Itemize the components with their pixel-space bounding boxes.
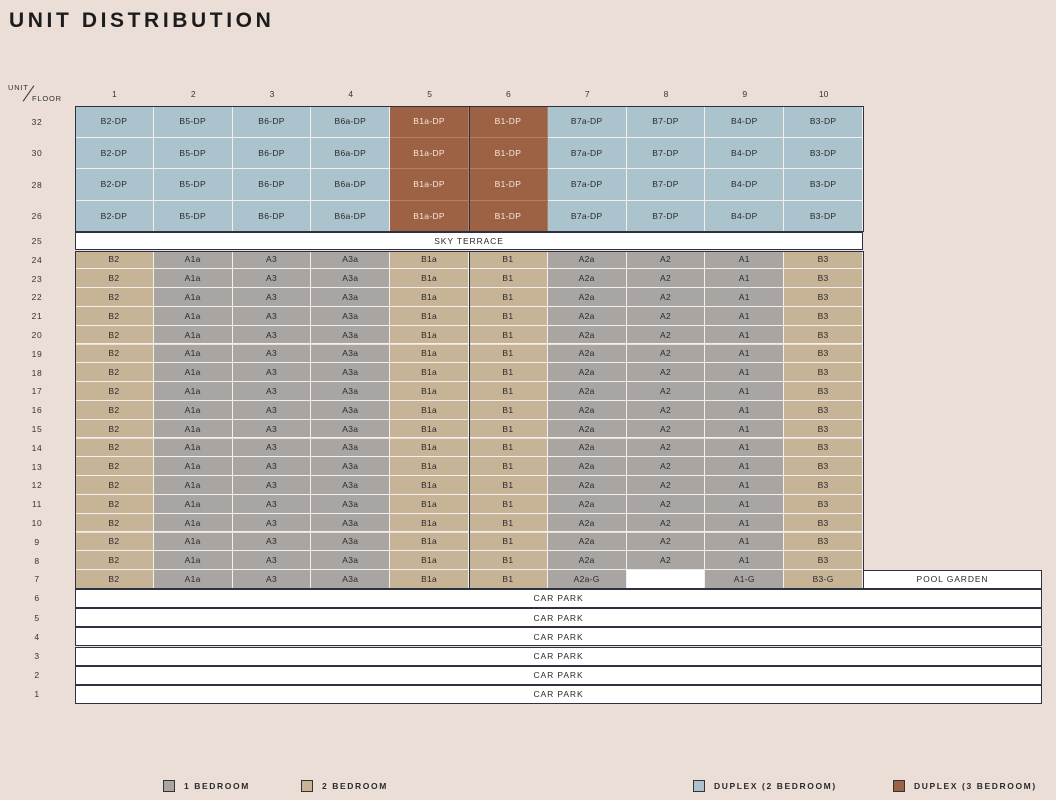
- unit-cell[interactable]: A1a: [154, 382, 233, 401]
- pool-garden-band: POOL GARDEN: [863, 570, 1042, 589]
- unit-cell[interactable]: B2: [75, 570, 154, 589]
- unit-cell[interactable]: A2a: [548, 551, 627, 570]
- unit-cell[interactable]: A2: [627, 439, 706, 458]
- legend-label: DUPLEX (2 BEDROOM): [714, 781, 837, 791]
- unit-cell[interactable]: B1a: [390, 307, 469, 326]
- floor-label: 18: [31, 367, 43, 378]
- unit-cell[interactable]: A3a: [311, 495, 390, 514]
- unit-cell[interactable]: B3: [784, 401, 863, 420]
- unit-cell[interactable]: B3: [784, 326, 863, 345]
- unit-cell[interactable]: A3a: [311, 251, 390, 270]
- unit-cell[interactable]: B1: [469, 382, 548, 401]
- unit-cell[interactable]: B3-DP: [784, 106, 863, 138]
- stack-divider: [469, 251, 471, 589]
- unit-cell[interactable]: A3a: [311, 288, 390, 307]
- unit-cell[interactable]: B7-DP: [627, 106, 706, 138]
- unit-cell[interactable]: A1: [705, 457, 784, 476]
- unit-cell[interactable]: [627, 570, 706, 589]
- unit-cell[interactable]: B2: [75, 551, 154, 570]
- floor-label: 24: [31, 254, 43, 265]
- unit-cell[interactable]: A2a: [548, 345, 627, 364]
- unit-cell[interactable]: A3: [233, 476, 312, 495]
- unit-cell[interactable]: A1: [705, 307, 784, 326]
- floor-label: 6: [34, 593, 40, 604]
- floor-label: 1: [34, 689, 40, 700]
- unit-cell[interactable]: B1: [469, 551, 548, 570]
- unit-cell[interactable]: B7-DP: [627, 169, 706, 201]
- unit-cell[interactable]: B1a: [390, 269, 469, 288]
- unit-cell[interactable]: B1a: [390, 551, 469, 570]
- unit-cell[interactable]: B3: [784, 363, 863, 382]
- unit-cell[interactable]: B1a: [390, 457, 469, 476]
- floor-label: 3: [34, 651, 40, 662]
- unit-cell[interactable]: A1: [705, 439, 784, 458]
- unit-cell[interactable]: A3: [233, 382, 312, 401]
- unit-cell[interactable]: A1a: [154, 326, 233, 345]
- unit-cell[interactable]: A1: [705, 514, 784, 533]
- unit-cell[interactable]: A2: [627, 401, 706, 420]
- unit-cell[interactable]: A3: [233, 420, 312, 439]
- unit-cell[interactable]: B5-DP: [154, 169, 233, 201]
- unit-cell[interactable]: A1a: [154, 570, 233, 589]
- unit-cell[interactable]: A3a: [311, 420, 390, 439]
- unit-cell[interactable]: A1: [705, 326, 784, 345]
- unit-floor-corner-label: [6, 80, 68, 106]
- unit-cell[interactable]: B1: [469, 514, 548, 533]
- unit-cell[interactable]: A3a: [311, 533, 390, 552]
- stack-divider: [469, 106, 471, 232]
- column-header: 6: [506, 89, 511, 99]
- unit-cell[interactable]: B3-G: [784, 570, 863, 589]
- unit-cell[interactable]: B6-DP: [233, 138, 312, 170]
- unit-cell[interactable]: B2: [75, 457, 154, 476]
- column-header: 7: [584, 89, 590, 99]
- legend-swatch: [301, 780, 313, 792]
- floor-label: 20: [31, 330, 43, 341]
- unit-cell[interactable]: A2a: [548, 326, 627, 345]
- car-park-band: CAR PARK: [75, 589, 1042, 608]
- unit-cell[interactable]: B2: [75, 476, 154, 495]
- unit-cell[interactable]: B4-DP: [705, 138, 784, 170]
- unit-cell[interactable]: A1a: [154, 551, 233, 570]
- column-header: 5: [427, 89, 432, 99]
- unit-cell[interactable]: A1a: [154, 307, 233, 326]
- unit-cell[interactable]: B3: [784, 288, 863, 307]
- unit-cell[interactable]: B1-DP: [469, 201, 548, 233]
- unit-cell[interactable]: B1a: [390, 382, 469, 401]
- unit-cell[interactable]: A2a: [548, 495, 627, 514]
- floor-label: 25: [31, 236, 43, 246]
- column-header: 2: [190, 89, 196, 99]
- unit-cell[interactable]: A1a: [154, 439, 233, 458]
- unit-cell[interactable]: B2-DP: [75, 201, 154, 233]
- unit-cell[interactable]: A3: [233, 363, 312, 382]
- unit-cell[interactable]: A1: [705, 420, 784, 439]
- floor-label: 22: [31, 292, 43, 303]
- unit-cell[interactable]: B2: [75, 345, 154, 364]
- unit-cell[interactable]: A3: [233, 457, 312, 476]
- unit-cell[interactable]: A3a: [311, 382, 390, 401]
- floor-label: 7: [34, 574, 40, 585]
- unit-cell[interactable]: A3a: [311, 307, 390, 326]
- unit-cell[interactable]: B1a: [390, 514, 469, 533]
- unit-cell[interactable]: B3: [784, 345, 863, 364]
- unit-cell[interactable]: B1a: [390, 476, 469, 495]
- unit-cell[interactable]: A3a: [311, 345, 390, 364]
- unit-cell[interactable]: A1a: [154, 269, 233, 288]
- unit-cell[interactable]: B1: [469, 363, 548, 382]
- unit-cell[interactable]: A2a: [548, 401, 627, 420]
- column-header: 8: [663, 89, 669, 99]
- unit-cell[interactable]: B3: [784, 495, 863, 514]
- unit-cell[interactable]: B1: [469, 495, 548, 514]
- unit-cell[interactable]: A2a: [548, 457, 627, 476]
- floor-label: 16: [31, 405, 43, 416]
- unit-cell[interactable]: B3-DP: [784, 169, 863, 201]
- unit-cell[interactable]: A3: [233, 307, 312, 326]
- unit-cell[interactable]: A3: [233, 288, 312, 307]
- floor-label: 10: [31, 518, 43, 529]
- legend-item: [301, 779, 388, 793]
- unit-axis-label: UNIT: [8, 83, 29, 92]
- unit-cell[interactable]: B6a-DP: [311, 106, 390, 138]
- unit-cell[interactable]: B3: [784, 420, 863, 439]
- unit-cell[interactable]: B2: [75, 495, 154, 514]
- unit-cell[interactable]: B6a-DP: [311, 169, 390, 201]
- unit-cell[interactable]: B3: [784, 307, 863, 326]
- unit-cell[interactable]: B1a: [390, 439, 469, 458]
- unit-cell[interactable]: A2: [627, 363, 706, 382]
- unit-cell[interactable]: B3: [784, 533, 863, 552]
- unit-cell[interactable]: B2: [75, 326, 154, 345]
- unit-cell[interactable]: B6-DP: [233, 106, 312, 138]
- unit-cell[interactable]: B3: [784, 551, 863, 570]
- unit-cell[interactable]: B5-DP: [154, 106, 233, 138]
- unit-cell[interactable]: A2: [627, 269, 706, 288]
- unit-cell[interactable]: B7a-DP: [548, 201, 627, 233]
- unit-cell[interactable]: B3: [784, 439, 863, 458]
- unit-cell[interactable]: B3: [784, 251, 863, 270]
- unit-cell[interactable]: B2: [75, 288, 154, 307]
- unit-cell[interactable]: A1a: [154, 476, 233, 495]
- unit-cell[interactable]: B1: [469, 439, 548, 458]
- unit-cell[interactable]: A1: [705, 476, 784, 495]
- unit-cell[interactable]: B2: [75, 251, 154, 270]
- unit-cell[interactable]: A2a-G: [548, 570, 627, 589]
- unit-cell[interactable]: B4-DP: [705, 169, 784, 201]
- unit-cell[interactable]: A2a: [548, 288, 627, 307]
- unit-cell[interactable]: B2: [75, 363, 154, 382]
- unit-cell[interactable]: B1a-DP: [390, 138, 469, 170]
- floor-axis-label: FLOOR: [32, 94, 62, 103]
- unit-cell[interactable]: A1a: [154, 514, 233, 533]
- unit-cell[interactable]: B1: [469, 288, 548, 307]
- unit-cell[interactable]: A3a: [311, 439, 390, 458]
- legend-label: DUPLEX (3 BEDROOM): [914, 781, 1037, 791]
- floor-label: 26: [31, 211, 43, 222]
- unit-cell[interactable]: B2: [75, 382, 154, 401]
- unit-cell[interactable]: B1a-DP: [390, 201, 469, 233]
- unit-cell[interactable]: B7a-DP: [548, 138, 627, 170]
- unit-cell[interactable]: A3a: [311, 269, 390, 288]
- unit-cell[interactable]: B1: [469, 269, 548, 288]
- unit-cell[interactable]: A1: [705, 401, 784, 420]
- unit-cell[interactable]: B2: [75, 420, 154, 439]
- unit-cell[interactable]: B7a-DP: [548, 106, 627, 138]
- unit-cell[interactable]: A2: [627, 457, 706, 476]
- column-header: 9: [742, 89, 748, 99]
- unit-cell[interactable]: B2: [75, 401, 154, 420]
- unit-cell[interactable]: A1a: [154, 457, 233, 476]
- car-park-band: CAR PARK: [75, 647, 1042, 666]
- unit-cell[interactable]: B7-DP: [627, 201, 706, 233]
- unit-cell[interactable]: B1: [469, 570, 548, 589]
- sky-terrace-band: SKY TERRACE: [75, 232, 863, 250]
- unit-cell[interactable]: B1: [469, 533, 548, 552]
- unit-cell[interactable]: B1a-DP: [390, 169, 469, 201]
- unit-cell[interactable]: A2: [627, 514, 706, 533]
- unit-cell[interactable]: A1a: [154, 495, 233, 514]
- unit-cell[interactable]: B1a: [390, 288, 469, 307]
- unit-cell[interactable]: A1a: [154, 363, 233, 382]
- unit-cell[interactable]: A1: [705, 551, 784, 570]
- unit-cell[interactable]: B2-DP: [75, 138, 154, 170]
- unit-cell[interactable]: A2: [627, 495, 706, 514]
- legend-item: [893, 779, 1037, 793]
- unit-cell[interactable]: A1: [705, 382, 784, 401]
- unit-cell[interactable]: A2a: [548, 420, 627, 439]
- legend-swatch: [693, 780, 705, 792]
- unit-cell[interactable]: B1a: [390, 570, 469, 589]
- unit-cell[interactable]: A1a: [154, 288, 233, 307]
- legend-item: [693, 779, 837, 793]
- unit-cell[interactable]: A3: [233, 439, 312, 458]
- unit-cell[interactable]: B2-DP: [75, 106, 154, 138]
- unit-cell[interactable]: A3: [233, 495, 312, 514]
- floor-label: 23: [31, 273, 43, 284]
- unit-cell[interactable]: B4-DP: [705, 201, 784, 233]
- unit-cell[interactable]: A2a: [548, 514, 627, 533]
- unit-cell[interactable]: B1: [469, 307, 548, 326]
- unit-cell[interactable]: B1-DP: [469, 169, 548, 201]
- unit-cell[interactable]: A2a: [548, 307, 627, 326]
- unit-cell[interactable]: A2: [627, 382, 706, 401]
- unit-cell[interactable]: B1a: [390, 251, 469, 270]
- unit-cell[interactable]: A1: [705, 495, 784, 514]
- floor-label: 8: [34, 555, 40, 566]
- unit-cell[interactable]: B3: [784, 382, 863, 401]
- page-title: UNIT DISTRIBUTION: [9, 9, 275, 32]
- car-park-band: CAR PARK: [75, 666, 1042, 685]
- unit-cell[interactable]: B1-DP: [469, 138, 548, 170]
- car-park-band: CAR PARK: [75, 685, 1042, 704]
- car-park-band: CAR PARK: [75, 627, 1042, 646]
- floor-label: 5: [34, 612, 40, 623]
- unit-cell[interactable]: B6a-DP: [311, 138, 390, 170]
- unit-cell[interactable]: B1a: [390, 533, 469, 552]
- floor-label: 14: [31, 442, 43, 453]
- unit-cell[interactable]: A3: [233, 251, 312, 270]
- unit-cell[interactable]: A2: [627, 551, 706, 570]
- unit-cell[interactable]: A3a: [311, 551, 390, 570]
- unit-cell[interactable]: A1: [705, 345, 784, 364]
- floor-label: 11: [31, 499, 43, 510]
- unit-cell[interactable]: B2: [75, 269, 154, 288]
- unit-cell[interactable]: A2: [627, 533, 706, 552]
- unit-cell[interactable]: A3: [233, 551, 312, 570]
- unit-cell[interactable]: A1a: [154, 420, 233, 439]
- unit-cell[interactable]: A2: [627, 345, 706, 364]
- unit-cell[interactable]: B1a: [390, 401, 469, 420]
- unit-cell[interactable]: B6-DP: [233, 169, 312, 201]
- floor-label: 32: [31, 116, 43, 127]
- floor-label: 13: [31, 461, 43, 472]
- unit-cell[interactable]: A2a: [548, 382, 627, 401]
- unit-cell[interactable]: B1: [469, 420, 548, 439]
- unit-cell[interactable]: A2: [627, 476, 706, 495]
- legend-label: 2 BEDROOM: [322, 781, 388, 791]
- unit-cell[interactable]: B1: [469, 476, 548, 495]
- column-header: 3: [269, 89, 275, 99]
- unit-cell[interactable]: B1a: [390, 363, 469, 382]
- unit-cell[interactable]: B1: [469, 401, 548, 420]
- unit-cell[interactable]: B1: [469, 251, 548, 270]
- unit-cell[interactable]: B2: [75, 514, 154, 533]
- unit-cell[interactable]: B2: [75, 307, 154, 326]
- unit-cell[interactable]: A1a: [154, 251, 233, 270]
- unit-cell[interactable]: B5-DP: [154, 138, 233, 170]
- unit-cell[interactable]: A2: [627, 420, 706, 439]
- unit-cell[interactable]: A2a: [548, 533, 627, 552]
- unit-cell[interactable]: B1: [469, 326, 548, 345]
- unit-cell[interactable]: B3: [784, 476, 863, 495]
- unit-cell[interactable]: B6-DP: [233, 201, 312, 233]
- unit-cell[interactable]: A2a: [548, 476, 627, 495]
- unit-cell[interactable]: B3-DP: [784, 201, 863, 233]
- unit-cell[interactable]: A2: [627, 307, 706, 326]
- unit-cell[interactable]: A3: [233, 533, 312, 552]
- unit-cell[interactable]: B3-DP: [784, 138, 863, 170]
- unit-cell[interactable]: B5-DP: [154, 201, 233, 233]
- floor-label: 15: [31, 424, 43, 435]
- unit-cell[interactable]: A3: [233, 345, 312, 364]
- unit-cell[interactable]: B1a: [390, 326, 469, 345]
- unit-cell[interactable]: A2a: [548, 269, 627, 288]
- unit-cell[interactable]: A2a: [548, 439, 627, 458]
- unit-cell[interactable]: A3a: [311, 363, 390, 382]
- column-header: 10: [818, 89, 829, 99]
- legend-item: [163, 779, 250, 793]
- floor-label: 9: [34, 536, 40, 547]
- unit-cell[interactable]: B1-DP: [469, 106, 548, 138]
- unit-cell[interactable]: B7-DP: [627, 138, 706, 170]
- unit-cell[interactable]: A2a: [548, 251, 627, 270]
- unit-cell[interactable]: A1: [705, 533, 784, 552]
- unit-cell[interactable]: A3: [233, 514, 312, 533]
- unit-cell[interactable]: A3: [233, 401, 312, 420]
- unit-cell[interactable]: A3a: [311, 476, 390, 495]
- legend-label: 1 BEDROOM: [184, 781, 250, 791]
- unit-cell[interactable]: A1: [705, 251, 784, 270]
- floor-label: 2: [34, 670, 40, 681]
- unit-cell[interactable]: A3a: [311, 326, 390, 345]
- unit-cell[interactable]: A2: [627, 288, 706, 307]
- unit-cell[interactable]: B1: [469, 457, 548, 476]
- floor-label: 19: [31, 348, 43, 359]
- floor-label: 28: [31, 179, 43, 190]
- unit-cell[interactable]: A3a: [311, 514, 390, 533]
- floor-label: 12: [31, 480, 43, 491]
- unit-cell[interactable]: B2: [75, 533, 154, 552]
- legend-swatch: [893, 780, 905, 792]
- unit-cell[interactable]: A1a: [154, 533, 233, 552]
- unit-cell[interactable]: B4-DP: [705, 106, 784, 138]
- unit-cell[interactable]: A1-G: [705, 570, 784, 589]
- unit-cell[interactable]: A3: [233, 326, 312, 345]
- unit-cell[interactable]: A1a: [154, 401, 233, 420]
- unit-cell[interactable]: B6a-DP: [311, 201, 390, 233]
- legend-swatch: [163, 780, 175, 792]
- unit-cell[interactable]: B3: [784, 269, 863, 288]
- unit-cell[interactable]: A3: [233, 570, 312, 589]
- unit-cell[interactable]: A1: [705, 269, 784, 288]
- unit-cell[interactable]: A3a: [311, 401, 390, 420]
- unit-cell[interactable]: B1a-DP: [390, 106, 469, 138]
- unit-cell[interactable]: A1a: [154, 345, 233, 364]
- unit-cell[interactable]: B1a: [390, 495, 469, 514]
- unit-cell[interactable]: A2a: [548, 363, 627, 382]
- unit-cell[interactable]: A1: [705, 288, 784, 307]
- unit-cell[interactable]: A2: [627, 251, 706, 270]
- floor-label: 4: [34, 631, 40, 642]
- unit-cell[interactable]: B2: [75, 439, 154, 458]
- floor-label: 17: [31, 386, 43, 397]
- column-header: 1: [112, 89, 117, 99]
- unit-cell[interactable]: B1a: [390, 345, 469, 364]
- unit-cell[interactable]: A2: [627, 326, 706, 345]
- unit-cell[interactable]: A3a: [311, 570, 390, 589]
- unit-cell[interactable]: A3a: [311, 457, 390, 476]
- unit-cell[interactable]: A3: [233, 269, 312, 288]
- unit-cell[interactable]: B1a: [390, 420, 469, 439]
- column-header: 4: [348, 89, 354, 99]
- car-park-band: CAR PARK: [75, 608, 1042, 627]
- unit-cell[interactable]: B1: [469, 345, 548, 364]
- unit-cell[interactable]: B3: [784, 514, 863, 533]
- unit-cell[interactable]: B2-DP: [75, 169, 154, 201]
- floor-label: 30: [31, 148, 43, 159]
- unit-cell[interactable]: B3: [784, 457, 863, 476]
- unit-cell[interactable]: B7a-DP: [548, 169, 627, 201]
- floor-label: 21: [31, 311, 43, 322]
- unit-cell[interactable]: A1: [705, 363, 784, 382]
